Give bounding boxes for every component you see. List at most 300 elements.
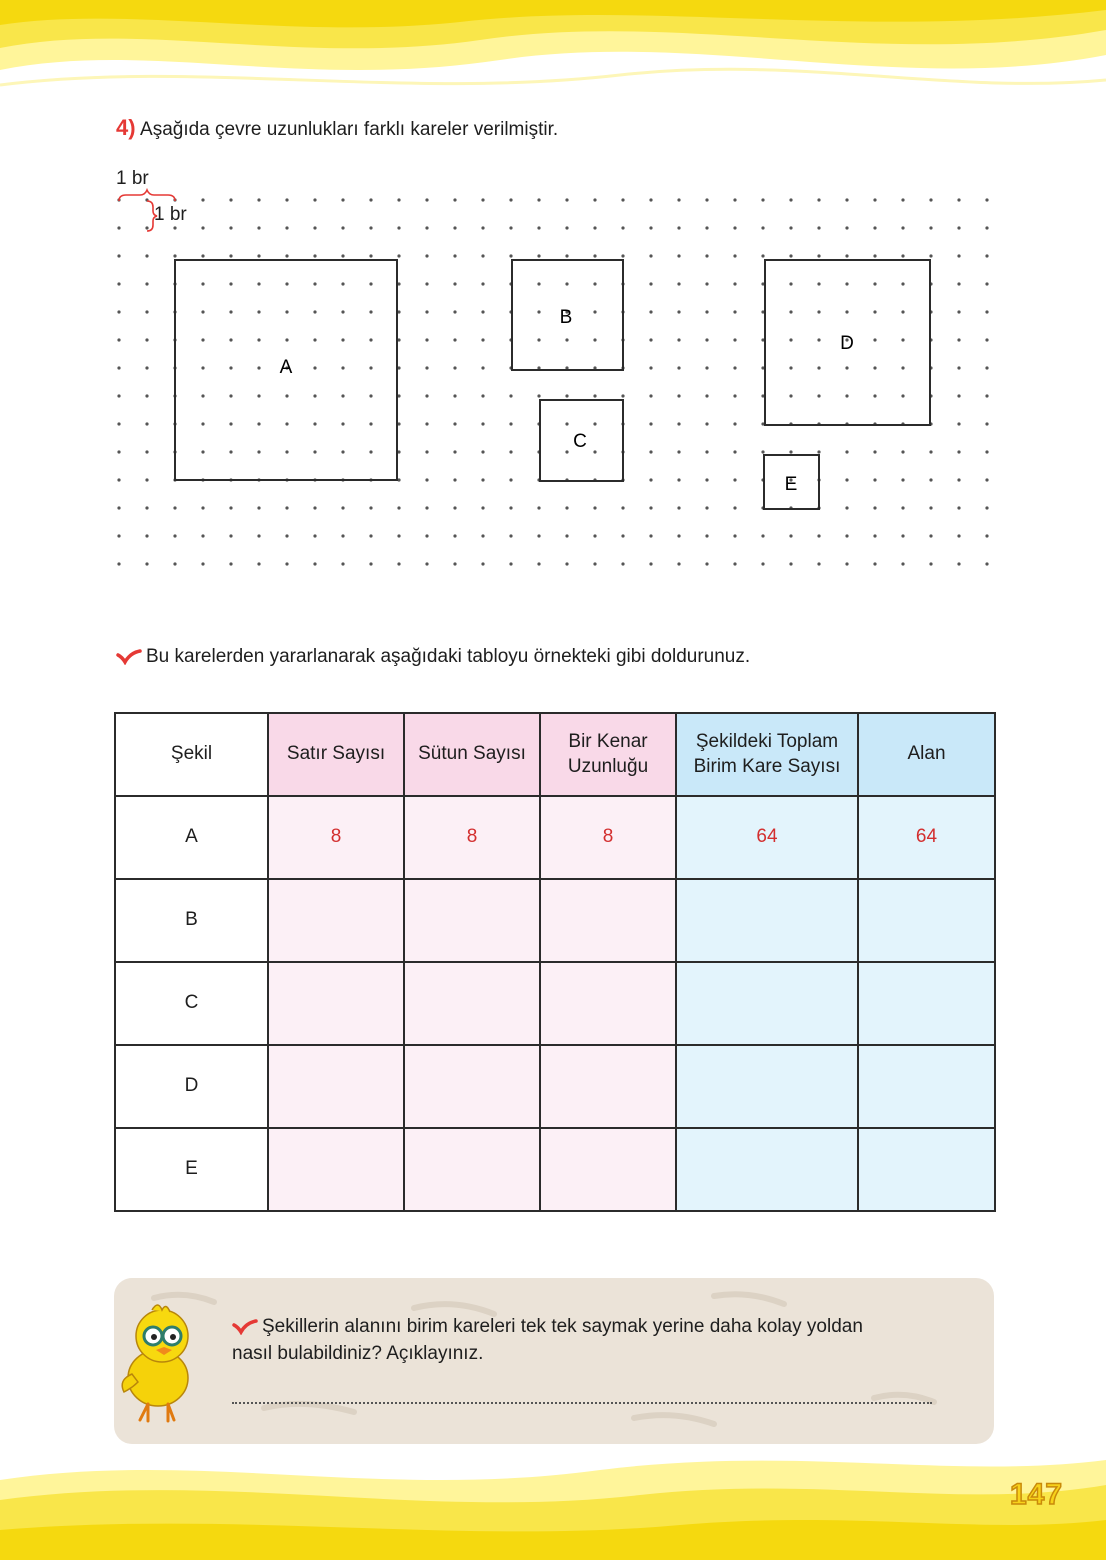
grid-dot <box>817 310 820 313</box>
grid-dot <box>285 254 288 257</box>
header-total-line2: Birim Kare Sayısı <box>693 755 841 777</box>
grid-dot <box>341 562 344 565</box>
grid-dot <box>257 562 260 565</box>
grid-dot <box>649 338 652 341</box>
grid-dot <box>789 366 792 369</box>
grid-dot <box>117 310 120 313</box>
grid-dot <box>509 506 512 509</box>
grid-dot <box>789 534 792 537</box>
grid-dot <box>705 282 708 285</box>
cell-rows[interactable]: 8 <box>268 796 404 879</box>
grid-dot <box>985 562 988 565</box>
grid-dot <box>173 506 176 509</box>
grid-dot <box>677 338 680 341</box>
cell-total[interactable] <box>676 879 858 962</box>
data-table <box>114 712 996 1212</box>
grid-dot <box>733 198 736 201</box>
grid-dot <box>621 394 624 397</box>
grid-dot <box>313 338 316 341</box>
grid-dot <box>145 282 148 285</box>
grid-dot <box>985 226 988 229</box>
grid-dot <box>733 366 736 369</box>
grid-dot <box>677 282 680 285</box>
grid-dot <box>593 338 596 341</box>
grid-dot <box>481 282 484 285</box>
header-rows: Satır Sayısı <box>268 713 404 796</box>
grid-dot <box>369 450 372 453</box>
grid-dot <box>313 254 316 257</box>
grid-dot <box>985 198 988 201</box>
grid-dot <box>873 282 876 285</box>
grid-dot <box>369 534 372 537</box>
grid-dot <box>257 394 260 397</box>
grid-dot <box>817 394 820 397</box>
grid-dot <box>649 254 652 257</box>
grid-dot <box>873 198 876 201</box>
cell-cols[interactable] <box>404 962 540 1045</box>
grid-dot <box>677 562 680 565</box>
cell-area[interactable] <box>858 962 995 1045</box>
instruction-label: Bu karelerden yararlanarak aşağıdaki tabloyu örnekteki gibi doldurunuz. <box>146 646 751 667</box>
grid-dot <box>705 198 708 201</box>
grid-dot <box>201 226 204 229</box>
grid-dot <box>649 450 652 453</box>
grid-dot <box>397 198 400 201</box>
grid-dot <box>257 310 260 313</box>
grid-dot <box>677 394 680 397</box>
grid-dot <box>341 366 344 369</box>
grid-dot <box>313 226 316 229</box>
grid-dot <box>649 282 652 285</box>
grid-dot <box>873 310 876 313</box>
cell-cols[interactable]: 8 <box>404 796 540 879</box>
grid-dot <box>845 562 848 565</box>
grid-dot <box>117 450 120 453</box>
grid-dot <box>957 562 960 565</box>
grid-dot <box>901 478 904 481</box>
grid-dot <box>789 562 792 565</box>
grid-dot <box>593 310 596 313</box>
grid-dot <box>481 198 484 201</box>
grid-dot <box>481 338 484 341</box>
grid-dot <box>341 282 344 285</box>
grid-dot <box>369 422 372 425</box>
grid-dot <box>929 198 932 201</box>
grid-dot <box>901 394 904 397</box>
grid-dot <box>901 338 904 341</box>
grid-dot <box>257 450 260 453</box>
grid-dot <box>621 506 624 509</box>
grid-dot <box>817 562 820 565</box>
grid-dot <box>705 450 708 453</box>
grid-dot <box>845 478 848 481</box>
grid-dot <box>453 506 456 509</box>
cell-rows[interactable] <box>268 1045 404 1128</box>
grid-dot <box>481 534 484 537</box>
grid-dot <box>677 450 680 453</box>
grid-dot <box>369 394 372 397</box>
grid-dot <box>649 226 652 229</box>
grid-dot <box>341 198 344 201</box>
grid-dot <box>369 338 372 341</box>
grid-dot <box>733 450 736 453</box>
grid-dot <box>901 254 904 257</box>
grid-dot <box>229 310 232 313</box>
note-line1: Şekillerin alanını birim kareleri tek tek saymak yerine daha kolay yoldan <box>262 1316 863 1337</box>
grid-dot <box>229 226 232 229</box>
cell-side[interactable]: 8 <box>540 796 676 879</box>
grid-dot <box>985 366 988 369</box>
grid-dot <box>733 394 736 397</box>
grid-dot <box>509 562 512 565</box>
grid-dot <box>705 394 708 397</box>
grid-dot <box>117 338 120 341</box>
note-question <box>232 1314 952 1368</box>
header-area: Alan <box>858 713 995 796</box>
grid-dot <box>145 394 148 397</box>
cell-rows[interactable] <box>268 879 404 962</box>
grid-dot <box>985 422 988 425</box>
cell-area[interactable]: 64 <box>858 796 995 879</box>
grid-dot <box>621 254 624 257</box>
grid-dot <box>873 534 876 537</box>
table-header-row <box>115 713 995 796</box>
cell-cols[interactable] <box>404 879 540 962</box>
grid-dot <box>369 310 372 313</box>
grid-dot <box>565 282 568 285</box>
grid-dot <box>285 506 288 509</box>
grid-dot <box>341 394 344 397</box>
grid-dot <box>257 534 260 537</box>
check-mark-icon <box>116 649 142 665</box>
square-e-label: E <box>784 474 798 495</box>
grid-dot <box>985 450 988 453</box>
cell-total[interactable] <box>676 1045 858 1128</box>
grid-dot <box>817 198 820 201</box>
cell-area[interactable] <box>858 1128 995 1211</box>
grid-dot <box>313 422 316 425</box>
grid-dot <box>957 450 960 453</box>
cell-side[interactable] <box>540 1128 676 1211</box>
grid-dot <box>929 254 932 257</box>
grid-dot <box>369 198 372 201</box>
grid-dot <box>173 254 176 257</box>
grid-dot <box>425 226 428 229</box>
grid-dot <box>705 422 708 425</box>
grid-dot <box>593 562 596 565</box>
grid-dot <box>481 562 484 565</box>
grid-dot <box>565 450 568 453</box>
chick-mascot-icon <box>112 1300 212 1424</box>
grid-dot <box>481 506 484 509</box>
grid-dot <box>453 198 456 201</box>
grid-dot <box>257 338 260 341</box>
grid-dot <box>285 282 288 285</box>
cell-cols[interactable] <box>404 1128 540 1211</box>
grid-dot <box>285 562 288 565</box>
grid-dot <box>845 506 848 509</box>
header-total-line1: Şekildeki Toplam <box>695 730 839 752</box>
grid-dot <box>453 366 456 369</box>
grid-dot <box>117 478 120 481</box>
grid-dot <box>229 450 232 453</box>
grid-dot <box>845 310 848 313</box>
table-row <box>115 1128 995 1211</box>
grid-dot <box>201 282 204 285</box>
grid-dot <box>285 198 288 201</box>
table-row <box>115 879 995 962</box>
grid-dot <box>705 254 708 257</box>
grid-dot <box>425 450 428 453</box>
grid-dot <box>649 198 652 201</box>
grid-dot <box>565 422 568 425</box>
cell-cols[interactable] <box>404 1045 540 1128</box>
grid-dot <box>145 422 148 425</box>
question-number: 4) <box>116 115 136 140</box>
grid-dot <box>313 450 316 453</box>
grid-dot <box>957 282 960 285</box>
grid-dot <box>453 338 456 341</box>
cell-rows[interactable] <box>268 1128 404 1211</box>
cell-area[interactable] <box>858 1045 995 1128</box>
grid-dot <box>425 506 428 509</box>
cell-shape: E <box>115 1128 268 1211</box>
grid-dot <box>453 394 456 397</box>
grid-dot <box>425 422 428 425</box>
answer-line[interactable] <box>232 1402 932 1404</box>
instruction-text <box>116 646 750 668</box>
cell-total[interactable]: 64 <box>676 796 858 879</box>
grid-dot <box>425 366 428 369</box>
grid-dot <box>873 254 876 257</box>
square-b-label: B <box>559 307 573 328</box>
grid-dot <box>845 226 848 229</box>
grid-dot <box>565 534 568 537</box>
grid-dot <box>957 254 960 257</box>
grid-dot <box>705 338 708 341</box>
grid-dot <box>537 310 540 313</box>
grid-dot <box>145 450 148 453</box>
grid-dot <box>453 534 456 537</box>
cell-rows[interactable] <box>268 962 404 1045</box>
cell-side[interactable] <box>540 962 676 1045</box>
grid-dot <box>789 394 792 397</box>
grid-dot <box>537 198 540 201</box>
grid-dot <box>901 562 904 565</box>
grid-dot <box>621 198 624 201</box>
grid-dot <box>201 198 204 201</box>
grid-dot <box>117 394 120 397</box>
grid-dot <box>761 254 764 257</box>
cell-shape: A <box>115 796 268 879</box>
header-cols: Sütun Sayısı <box>404 713 540 796</box>
grid-dot <box>929 226 932 229</box>
grid-dot <box>985 534 988 537</box>
grid-dot <box>705 478 708 481</box>
grid-dot <box>593 534 596 537</box>
grid-dot <box>313 310 316 313</box>
cell-side[interactable] <box>540 1045 676 1128</box>
grid-dot <box>201 310 204 313</box>
grid-dot <box>201 422 204 425</box>
grid-dot <box>397 534 400 537</box>
grid-dot <box>509 478 512 481</box>
grid-dot <box>145 562 148 565</box>
cell-shape: B <box>115 879 268 962</box>
grid-dot <box>201 366 204 369</box>
grid-dot <box>649 422 652 425</box>
grid-dot <box>705 534 708 537</box>
cell-total[interactable] <box>676 962 858 1045</box>
grid-dot <box>341 422 344 425</box>
grid-dot <box>145 534 148 537</box>
grid-dot <box>481 366 484 369</box>
grid-dot <box>789 450 792 453</box>
grid-dot <box>985 506 988 509</box>
grid-dot <box>425 562 428 565</box>
grid-dot <box>817 226 820 229</box>
grid-dot <box>453 254 456 257</box>
cell-area[interactable] <box>858 879 995 962</box>
grid-dot <box>817 450 820 453</box>
grid-dot <box>425 478 428 481</box>
grid-dot <box>341 310 344 313</box>
grid-dot <box>173 226 176 229</box>
check-mark-icon <box>232 1319 258 1335</box>
grid-dot <box>565 338 568 341</box>
grid-dot <box>117 282 120 285</box>
grid-dot <box>481 422 484 425</box>
grid-dot <box>957 198 960 201</box>
grid-dot <box>145 366 148 369</box>
grid-dot <box>145 506 148 509</box>
grid-dot <box>369 254 372 257</box>
grid-dot <box>341 226 344 229</box>
grid-dot <box>845 198 848 201</box>
grid-dot <box>677 478 680 481</box>
grid-dot <box>397 254 400 257</box>
grid-dot <box>341 450 344 453</box>
grid-dot <box>509 394 512 397</box>
grid-dot <box>901 534 904 537</box>
grid-dot <box>229 338 232 341</box>
grid-dot <box>481 478 484 481</box>
grid-dot <box>257 254 260 257</box>
grid-dot <box>677 422 680 425</box>
grid-dot <box>229 282 232 285</box>
grid-dot <box>453 422 456 425</box>
grid-dot <box>313 198 316 201</box>
grid-dot <box>593 282 596 285</box>
grid-dot <box>313 506 316 509</box>
grid-dot <box>117 506 120 509</box>
grid-dot <box>705 562 708 565</box>
grid-dot <box>677 254 680 257</box>
cell-total[interactable] <box>676 1128 858 1211</box>
grid-dot <box>649 310 652 313</box>
grid-dot <box>565 226 568 229</box>
grid-dot <box>537 394 540 397</box>
grid-dot <box>957 422 960 425</box>
grid-dot <box>313 562 316 565</box>
grid-dot <box>705 366 708 369</box>
grid-dot <box>285 422 288 425</box>
grid-dot <box>845 366 848 369</box>
grid-dot <box>845 534 848 537</box>
cell-side[interactable] <box>540 879 676 962</box>
grid-dot <box>565 562 568 565</box>
grid-dot <box>453 282 456 285</box>
grid-dot <box>677 226 680 229</box>
grid-dot <box>873 226 876 229</box>
grid-dot <box>481 450 484 453</box>
grid-dot <box>957 506 960 509</box>
grid-dot <box>873 338 876 341</box>
grid-dot <box>537 226 540 229</box>
grid-dot <box>789 282 792 285</box>
grid-dot <box>957 478 960 481</box>
square-a-label: A <box>279 357 293 378</box>
grid-dot <box>845 282 848 285</box>
grid-dot <box>901 506 904 509</box>
grid-dot <box>145 478 148 481</box>
grid-dot <box>537 282 540 285</box>
grid-dot <box>985 254 988 257</box>
grid-dot <box>229 254 232 257</box>
unit-brace-vertical <box>147 201 157 231</box>
grid-dot <box>789 310 792 313</box>
grid-dot <box>537 338 540 341</box>
grid-dot <box>649 534 652 537</box>
grid-dot <box>817 534 820 537</box>
header-shape: Şekil <box>115 713 268 796</box>
grid-dot <box>733 506 736 509</box>
grid-dot <box>537 506 540 509</box>
grid-dot <box>901 282 904 285</box>
grid-dot <box>565 198 568 201</box>
grid-dot <box>733 226 736 229</box>
grid-dot <box>117 254 120 257</box>
grid-dot <box>453 310 456 313</box>
grid-dot <box>369 366 372 369</box>
grid-dot <box>817 254 820 257</box>
grid-dot <box>845 394 848 397</box>
grid-dot <box>425 282 428 285</box>
grid-dot <box>201 394 204 397</box>
grid-dot <box>201 338 204 341</box>
grid-dot <box>873 506 876 509</box>
grid-dot <box>677 198 680 201</box>
bottom-decorative-band <box>0 1440 1106 1560</box>
grid-dot <box>649 394 652 397</box>
grid-dot <box>425 394 428 397</box>
grid-dot <box>733 282 736 285</box>
grid-dot <box>145 226 148 229</box>
grid-dot <box>201 254 204 257</box>
grid-dot <box>341 254 344 257</box>
grid-dot <box>705 226 708 229</box>
grid-dot <box>705 310 708 313</box>
question-text: Aşağıda çevre uzunlukları farklı kareler verilmiştir. <box>140 119 559 140</box>
grid-dot <box>369 282 372 285</box>
grid-dot <box>957 338 960 341</box>
grid-dot <box>201 506 204 509</box>
grid-dot <box>313 366 316 369</box>
grid-dot <box>649 478 652 481</box>
grid-dot <box>985 338 988 341</box>
grid-dot <box>537 562 540 565</box>
grid-dot <box>117 366 120 369</box>
